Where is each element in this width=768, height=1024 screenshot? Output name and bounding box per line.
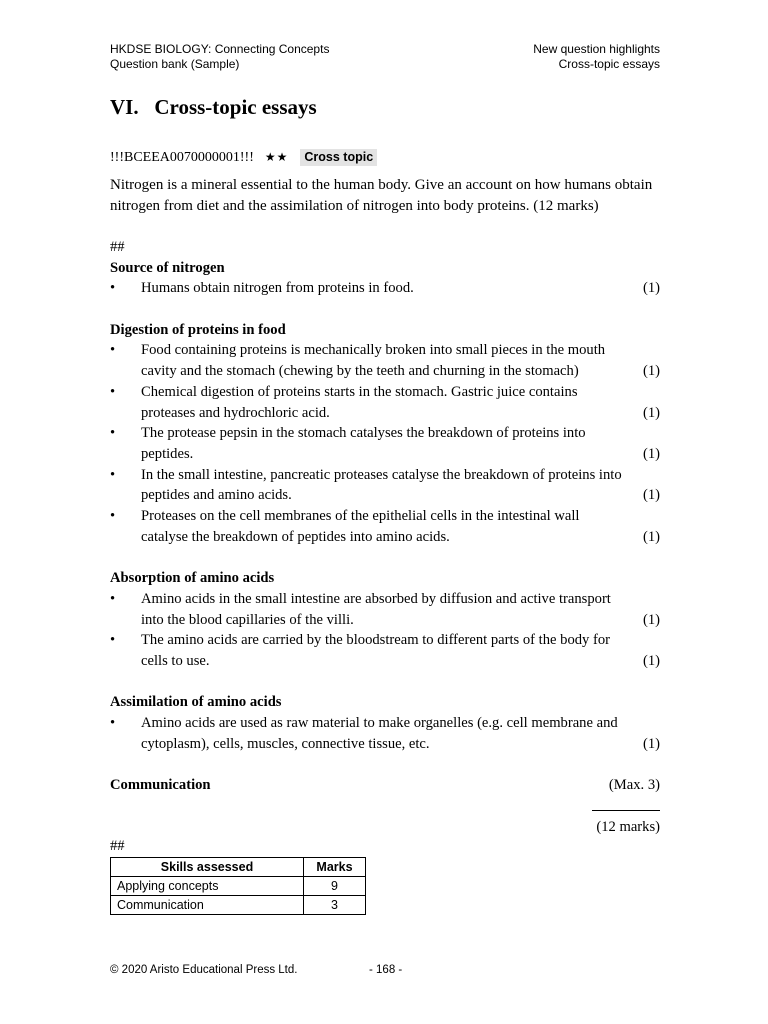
answer-body (110, 237, 660, 838)
text-line (141, 382, 660, 403)
bullet-icon: • (110, 590, 116, 607)
text-line (141, 734, 660, 755)
spacer (110, 672, 660, 693)
item-text (141, 713, 660, 754)
header-highlight-label: New question highlights (533, 42, 660, 56)
list-item (110, 465, 660, 506)
table-header-row (111, 858, 366, 877)
text-line (141, 485, 660, 506)
bullet-icon: • (110, 632, 116, 649)
item-text (141, 278, 660, 299)
line-text: proteases and hydrochloric acid. (141, 404, 330, 421)
text-line (141, 444, 660, 465)
total-rule (110, 796, 660, 817)
footer-page-number: - 168 - (369, 964, 403, 976)
mark-value: (1) (642, 363, 660, 380)
line-text: cells to use. (141, 653, 210, 670)
page-header (110, 42, 660, 72)
item-text (141, 630, 660, 671)
line-text: Proteases on the cell membranes of the epithelial cells in the intestinal wall (141, 508, 580, 525)
spacer (110, 755, 660, 776)
item-text (141, 506, 660, 547)
bullet-icon: • (110, 508, 116, 525)
line-text: The protease pepsin in the stomach catalyses the breakdown of proteins into (141, 425, 586, 442)
bullet-icon: • (110, 342, 116, 359)
communication-label: Communication (110, 777, 211, 794)
mark-value: (1) (642, 611, 660, 628)
line-text: Humans obtain nitrogen from proteins in food. (141, 280, 414, 297)
question-id: !!!BCEEA0070000001!!! (110, 149, 254, 165)
text-line (141, 506, 660, 527)
bullet-icon: • (110, 425, 116, 442)
line-text: catalyse the breakdown of peptides into amino acids. (141, 528, 450, 545)
list-item (110, 382, 660, 423)
list-item (110, 340, 660, 381)
list-item (110, 278, 660, 299)
bullet-icon: • (110, 715, 116, 732)
mark-value: (1) (642, 653, 660, 670)
text-line (141, 713, 660, 734)
line-text: peptides. (141, 446, 194, 462)
skills-header: Skills assessed (111, 858, 304, 877)
cross-topic-tag: Cross topic (300, 149, 377, 166)
text-line (141, 278, 660, 299)
answer-close-marker: ## (110, 838, 125, 854)
text-line (141, 465, 660, 486)
question-text: Nitrogen is a mineral essential to the human body. Give an account on how humans obtain nitrogen from diet and the assimilation of nitrogen into body proteins. (12 marks) (110, 177, 653, 214)
line-text: Amino acids in the small intestine are absorbed by diffusion and active transport (141, 590, 611, 607)
line-text: Chemical digestion of proteins starts in the stomach. Gastric juice contains (141, 383, 578, 400)
header-book-title: HKDSE BIOLOGY: Connecting Concepts (110, 42, 330, 56)
text-line (141, 340, 660, 361)
line-text: cavity and the stomach (chewing by the teeth and churning in the stomach) (141, 363, 579, 380)
header-section-label: Cross-topic essays (558, 57, 660, 71)
spacer (110, 548, 660, 569)
line-text: Amino acids are used as raw material to make organelles (e.g. cell membrane and (141, 715, 618, 732)
item-text (141, 465, 660, 506)
total-marks: (12 marks) (596, 818, 660, 835)
footer-copyright: © 2020 Aristo Educational Press Ltd. (110, 964, 298, 976)
mark-value: (1) (642, 446, 660, 462)
text-line (141, 423, 660, 444)
bullet-icon: • (110, 280, 116, 297)
header-book-subtitle: Question bank (Sample) (110, 57, 240, 71)
table-row (111, 896, 366, 915)
section-heading: Source of nitrogen (110, 259, 225, 276)
header-right (533, 42, 660, 72)
section-heading: Assimilation of amino acids (110, 694, 282, 711)
mark-value: (1) (642, 280, 660, 297)
line-text: cytoplasm), cells, muscles, connective tissue, etc. (141, 735, 430, 752)
bullet-icon: • (110, 383, 116, 400)
list-item (110, 713, 660, 754)
mark-value: (1) (642, 487, 660, 504)
skill-marks: 3 (304, 896, 366, 915)
skill-marks: 9 (304, 877, 366, 896)
list-item (110, 630, 660, 671)
skill-name: Applying concepts (111, 877, 304, 896)
text-line (141, 403, 660, 424)
text-line (141, 527, 660, 548)
item-text (141, 382, 660, 423)
mark-value: (1) (642, 735, 660, 752)
text-line (141, 651, 660, 672)
bullet-icon: • (110, 466, 116, 483)
mark-value: (1) (642, 528, 660, 545)
communication-mark: (Max. 3) (608, 777, 660, 794)
answer-sections (110, 258, 660, 755)
spacer (110, 299, 660, 320)
marks-header: Marks (304, 858, 366, 877)
list-item (110, 423, 660, 464)
item-text (141, 340, 660, 381)
item-text (141, 423, 660, 464)
item-text (141, 589, 660, 630)
answer-open-marker: ## (110, 239, 125, 255)
communication-row (110, 775, 660, 796)
section-heading: Absorption of amino acids (110, 570, 275, 587)
section-heading: Digestion of proteins in food (110, 321, 286, 338)
text-line (141, 589, 660, 610)
difficulty-stars-icon: ★★ (264, 150, 289, 164)
table-row (111, 877, 366, 896)
line-text: The amino acids are carried by the bloodstream to different parts of the body for (141, 632, 610, 649)
list-item (110, 506, 660, 547)
text-line (141, 630, 660, 651)
section-title: VI. Cross-topic essays (110, 95, 317, 119)
line-text: In the small intestine, pancreatic proteases catalyse the breakdown of proteins into (141, 466, 622, 483)
skill-name: Communication (111, 896, 304, 915)
mark-value: (1) (642, 404, 660, 421)
text-line (141, 610, 660, 631)
header-left (110, 42, 329, 72)
text-line (141, 361, 660, 382)
question-meta (110, 149, 377, 166)
list-item (110, 589, 660, 630)
line-text: into the blood capillaries of the villi. (141, 611, 354, 628)
line-text: peptides and amino acids. (141, 487, 292, 504)
skills-table (110, 857, 366, 915)
line-text: Food containing proteins is mechanically broken into small pieces in the mouth (141, 342, 606, 359)
